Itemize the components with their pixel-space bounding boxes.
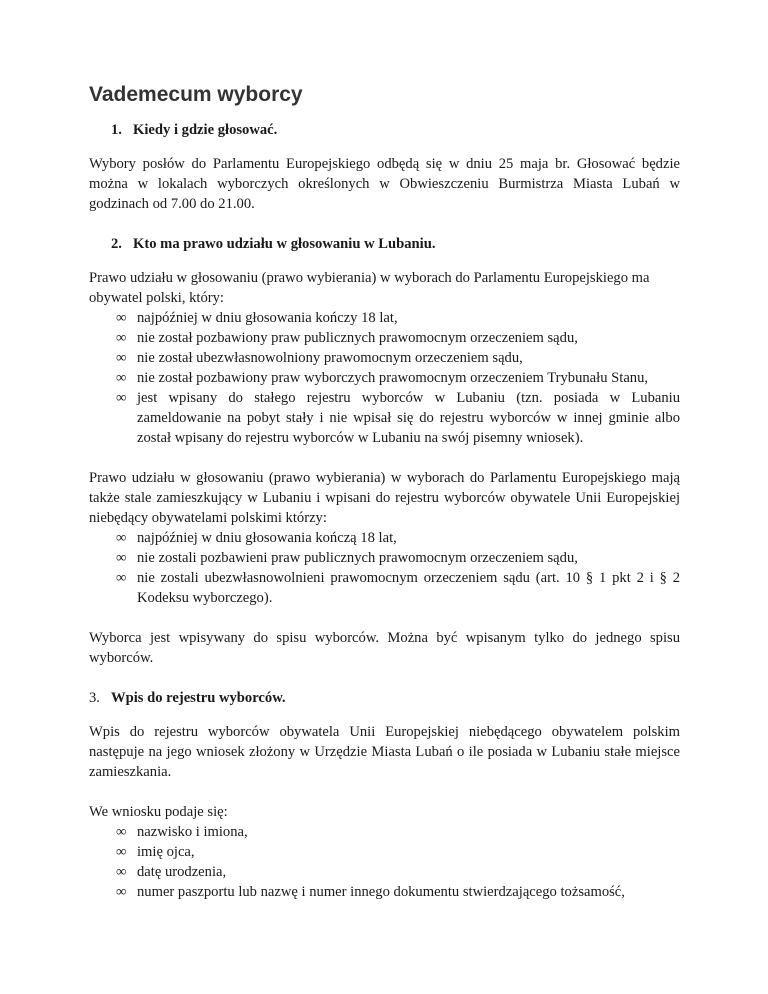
section-2-closing: Wyborca jest wpisywany do spisu wyborców. Można być wpisanym tylko do jednego spisu wyborców. — [89, 630, 680, 666]
eu-citizen-requirements-list — [89, 528, 680, 608]
section-1-number: 1. — [111, 122, 122, 138]
list-item: ∞ najpóźniej w dniu głosowania kończy 18 lat, — [116, 310, 398, 326]
application-fields-list — [89, 822, 680, 902]
section-2-heading — [89, 234, 680, 254]
bullet-icon: ∞ — [116, 824, 127, 840]
list-item: ∞ nie został ubezwłasnowolniony prawomocnym orzeczeniem sądu, — [116, 350, 523, 366]
list-item: ∞ nie zostali pozbawieni praw publicznych prawomocnym orzeczeniem sądu, — [116, 550, 578, 566]
bullet-icon: ∞ — [116, 330, 127, 346]
section-3-heading — [89, 688, 680, 708]
section-2-intro-eu-citizens: Prawo udziału w głosowaniu (prawo wybierania) w wyborach do Parlamentu Europejskiego mają także stale zamieszkujący w Lubaniu i wpisani do rejestru wyborców obywatele Unii Europejskiej niebędący obywatelami polskimi którzy: — [89, 470, 680, 526]
bullet-icon: ∞ — [116, 570, 127, 586]
bullet-icon: ∞ — [116, 370, 127, 386]
list-item: ∞ numer paszportu lub nazwę i numer innego dokumentu stwierdzającego tożsamość, — [116, 884, 625, 900]
section-1-heading — [89, 120, 680, 140]
section-3-number: 3. — [89, 690, 100, 706]
bullet-icon: ∞ — [116, 864, 127, 880]
list-item: ∞ datę urodzenia, — [116, 864, 227, 880]
bullet-icon: ∞ — [116, 884, 127, 900]
section-3-intro: We wniosku podaje się: — [89, 804, 228, 820]
section-2-title: Kto ma prawo udziału w głosowaniu w Lubaniu. — [133, 236, 436, 252]
section-1-title: Kiedy i gdzie głosować. — [133, 122, 278, 138]
bullet-icon: ∞ — [116, 844, 127, 860]
list-item: ∞ nie został pozbawiony praw wyborczych prawomocnym orzeczeniem Trybunału Stanu, — [116, 370, 649, 386]
bullet-icon: ∞ — [116, 310, 127, 326]
list-item: ∞ imię ojca, — [116, 844, 195, 860]
document-body — [89, 120, 680, 922]
bullet-icon: ∞ — [116, 390, 127, 406]
section-2-intro-citizens: Prawo udziału w głosowaniu (prawo wybierania) w wyborach do Parlamentu Europejskiego ma obywatel polski, który: — [89, 270, 650, 306]
page-title: Vademecum wyborcy — [89, 83, 303, 106]
section-3-text: Wpis do rejestru wyborców obywatela Unii Europejskiej niebędącego obywatelem polskim następuje na jego wniosek złożony w Urzędzie Miasta Lubań o ile posiada w Lubaniu stałe miejsce zamieszkania. — [89, 724, 680, 780]
list-item: ∞ jest wpisany do stałego rejestru wyborców w Lubaniu (tzn. posiada w Lubaniu zameldowanie na pobyt stały i nie wpisał się do rejestru wyborców w innej gminie albo został wpisany do rejestru wyborców w Lubaniu na swój pisemny wniosek). — [116, 390, 680, 446]
list-item: ∞ nie został pozbawiony praw publicznych prawomocnym orzeczeniem sądu, — [116, 330, 578, 346]
list-item: ∞ nazwisko i imiona, — [116, 824, 248, 840]
section-2-number: 2. — [111, 236, 122, 252]
bullet-icon: ∞ — [116, 530, 127, 546]
bullet-icon: ∞ — [116, 350, 127, 366]
list-item: ∞ nie zostali ubezwłasnowolnieni prawomocnym orzeczeniem sądu (art. 10 § 1 pkt 2 i § 2 Kodeksu wyborczego). — [116, 570, 680, 606]
list-item: ∞ najpóźniej w dniu głosowania kończą 18 lat, — [116, 530, 397, 546]
citizen-requirements-list — [89, 308, 680, 448]
bullet-icon: ∞ — [116, 550, 127, 566]
section-1-text: Wybory posłów do Parlamentu Europejskiego odbędą się w dniu 25 maja br. Głosować będzie można w lokalach wyborczych określonych w Obwieszczeniu Burmistrza Miasta Lubań w godzinach od 7.00 do 21.00. — [89, 156, 680, 212]
section-3-title: Wpis do rejestru wyborców. — [111, 690, 286, 706]
